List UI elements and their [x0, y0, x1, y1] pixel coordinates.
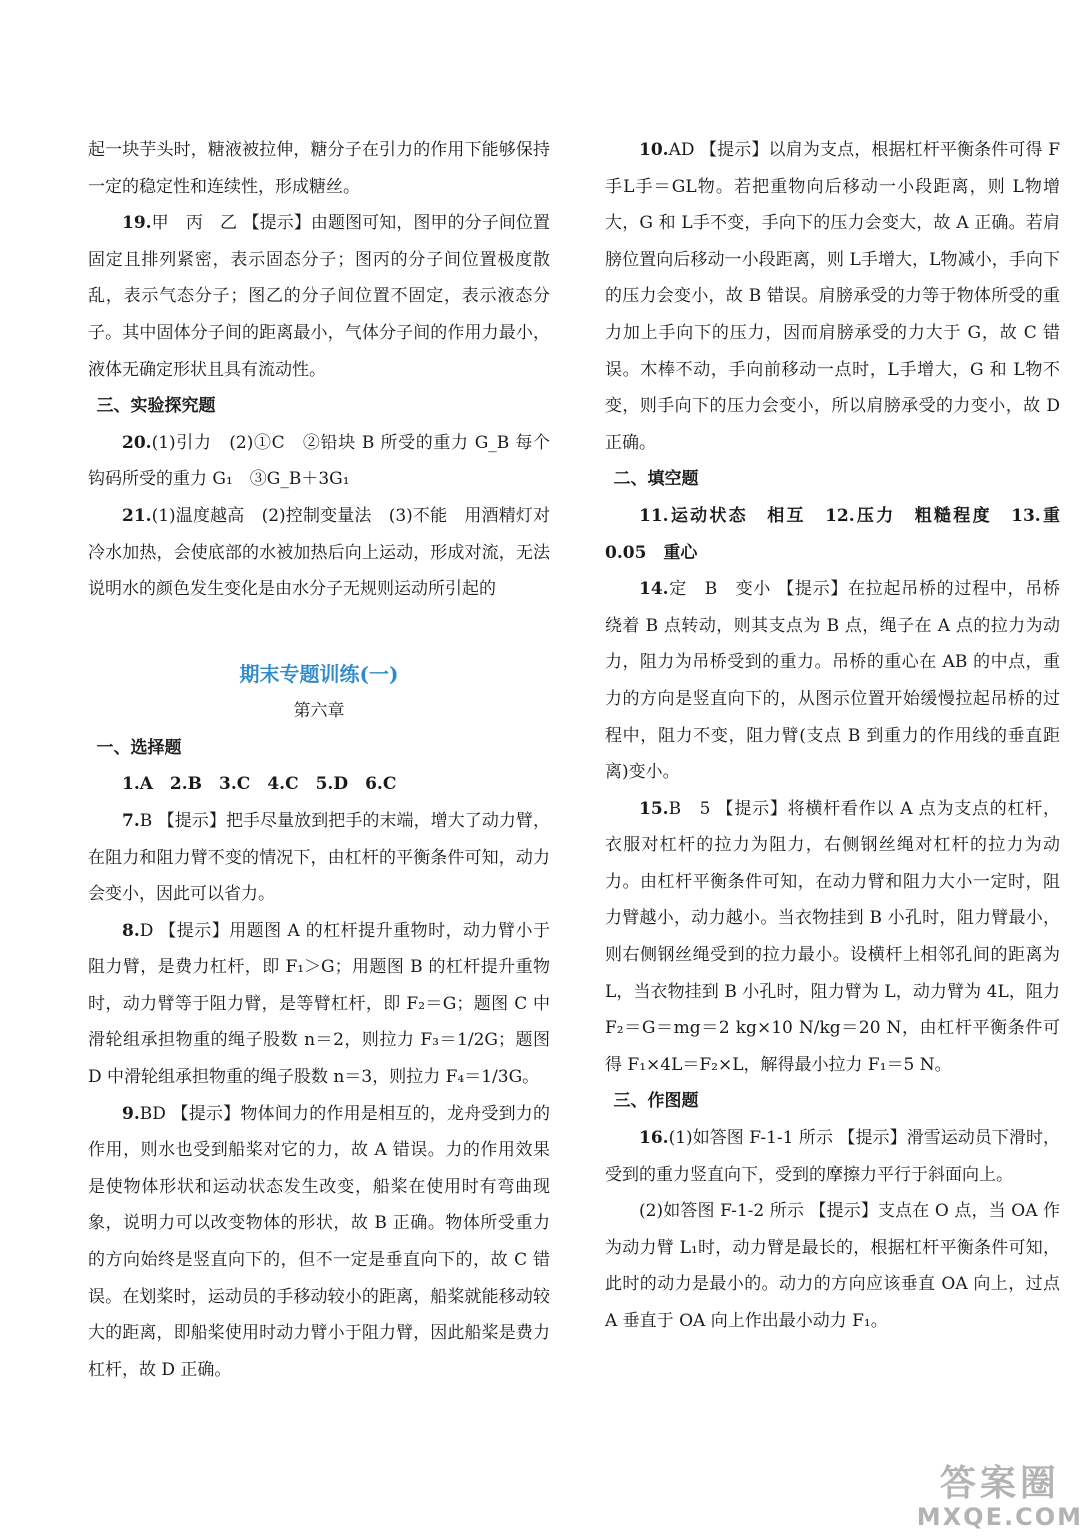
answer-21	[88, 498, 550, 608]
answer-16-part2: (2)如答图 F-1-2 所示 【提示】支点在 O 点，当 OA 作为动力臂 L₁时，动力臂是最长的，根据杠杆平衡条件可知，此时的动力是最小的。动力的方向应该垂直 OA 向上，过点 A 垂直于 OA 向上作出最小动力 F₁。	[605, 1201, 1060, 1331]
section-heading-choice: 一、选择题	[96, 737, 182, 758]
question-number: 20.	[122, 432, 152, 453]
answer-7	[88, 803, 550, 913]
answer-20	[88, 425, 550, 498]
watermark-logo	[917, 1464, 1083, 1530]
right-column	[605, 132, 1077, 1340]
section-heading-drawing: 三、作图题	[613, 1091, 699, 1112]
answer-10	[605, 132, 1060, 461]
question-number: 9.	[122, 1103, 140, 1124]
answer-text: (1)如答图 F-1-1 所示 【提示】滑雪运动员下滑时，受到的重力竖直向下，受到的摩擦力平行于斜面向上。	[605, 1128, 1060, 1185]
answer-14	[605, 571, 1060, 791]
chapter-subtitle: 第六章	[293, 700, 345, 721]
answer-16-part1	[605, 1120, 1060, 1193]
answer-text: (1)引力 (2)①C ②铅块 B 所受的重力 G_B 每个钩码所受的重力 G₁ ③G_B＋3G₁	[88, 432, 550, 490]
watermark-url: MXQE.COM	[916, 1503, 1083, 1531]
unit-title: 期末专题训练(一)	[239, 661, 399, 686]
section-heading-fill: 二、填空题	[613, 469, 699, 490]
section-heading-experiment: 三、实验探究题	[96, 396, 216, 417]
answer-text: 定 B 变小 【提示】在拉起吊桥的过程中，吊桥绕着 B 点转动，则其支点为 B 点，绳子在 A 点的拉力为动力，阻力为吊桥受到的重力。吊桥的重心在 AB 的中点，重力的方向是竖直向下的，从图示位置开始缓慢拉起吊桥的过程中，阻力不变，阻力臂(支点 B 到重力的作用线的垂直距离)变小。	[605, 579, 1060, 783]
question-number: 8.	[122, 920, 140, 941]
question-number: 15.	[639, 798, 669, 819]
watermark-text: 答案圈	[939, 1463, 1060, 1504]
question-number: 19.	[122, 213, 152, 234]
answer-text: BD 【提示】物体间力的作用是相互的，龙舟受到力的作用，则水也受到船桨对它的力，故 A 错误。力的作用效果是使物体形状和运动状态发生改变，船桨在使用时有弯曲现象，说明力可以改变物体的形状，故 B 正确。物体所受重力的方向始终是竖直向下的，但不一定是垂直向下的，故 C 错误。在划桨时，运动员的手移动较小的距离，船桨就能移动较大的距离，即船桨使用时动力臂小于阻力臂，因此船桨是费力杠杆，故 D 正确。	[88, 1103, 550, 1380]
question-number: 10.	[639, 140, 669, 160]
question-number: 7.	[122, 810, 140, 831]
answers-1-6: 1.A 2.B 3.C 4.C 5.D 6.C	[122, 774, 397, 795]
answer-19	[88, 205, 550, 388]
answer-text: D 【提示】用题图 A 的杠杆提升重物时，动力臂小于阻力臂，是费力杠杆，即 F₁＞G；用题图 B 的杠杆提升重物时，动力臂等于阻力臂，是等臂杠杆，即 F₂＝G；题图 C 中滑轮组承担物重的绳子股数 n＝2，则拉力 F₃＝1/2G；题图 D 中滑轮组承担物重的绳子股数 n＝3，则拉力 F₄＝1/3G。	[88, 920, 550, 1088]
question-number: 21.	[122, 505, 152, 526]
question-number: 16.	[639, 1128, 669, 1149]
answer-9	[88, 1096, 550, 1389]
answer-text: AD 【提示】以肩为支点，根据杠杆平衡条件可得 F手L手＝GL物。若把重物向后移动一小段距离，则 L物增大，G 和 L手不变，手向下的压力会变大，故 A 正确。若肩膀位置向后移动一小段距离，则 L手增大，L物减小，手向下的压力会变小，故 B 错误。肩膀承受的力等于物体所受的重力加上手向下的压力，因而肩膀承受的力大于 G，故 C 错误。木棒不动，手向前移动一点时，L手增大，G 和 L物不变，则手向下的压力会变小，所以肩膀承受的力变小，故 D 正确。	[605, 140, 1060, 453]
answer-text: B 【提示】把手尽量放到把手的末端，增大了动力臂，在阻力和阻力臂不变的情况下，由杠杆的平衡条件可知，动力会变小，因此可以省力。	[88, 810, 550, 905]
answer-text: (1)温度越高 (2)控制变量法 (3)不能 用酒精灯对冷水加热，会使底部的水被加热后向上运动，形成对流，无法说明水的颜色发生变化是由水分子无规则运动所引起的	[88, 505, 550, 600]
left-column	[88, 132, 550, 1388]
answer-8	[88, 913, 550, 1096]
question-number: 14.	[639, 579, 669, 600]
answers-11-13: 11.运动状态 相互 12.压力 粗糙程度 13.重 0.05 重心	[605, 505, 1077, 563]
answer-text: B 5 【提示】将横杆看作以 A 点为支点的杠杆，衣服对杠杆的拉力为阻力，右侧钢丝绳对杠杆的拉力为动力。由杠杆平衡条件可知，在动力臂和阻力大小一定时，阻力臂越小，动力越小。当衣物挂到 B 小孔时，阻力臂最小，则右侧钢丝绳受到的拉力最小。设横杆上相邻孔间的距离为 L，当衣物挂到 B 小孔时，阻力臂为 L，动力臂为 4L，阻力 F₂＝G＝mg＝2 kg×10 N/kg＝20 N，由杠杆平衡条件可得 F₁×4L＝F₂×L，解得最小拉力 F₁＝5 N。	[605, 798, 1060, 1075]
answer-text: 甲 丙 乙 【提示】由题图可知，图甲的分子间位置固定且排列紧密，表示固态分子；图丙的分子间位置极度散乱，表示气态分子；图乙的分子间位置不固定，表示液态分子。其中固体分子间的距离最小，气体分子间的作用力最小，液体无确定形状且具有流动性。	[88, 213, 550, 380]
answer-15	[605, 791, 1060, 1084]
paragraph-continuation: 起一块芋头时，糖液被拉伸，糖分子在引力的作用下能够保持一定的稳定性和连续性，形成糖丝。	[88, 140, 550, 197]
